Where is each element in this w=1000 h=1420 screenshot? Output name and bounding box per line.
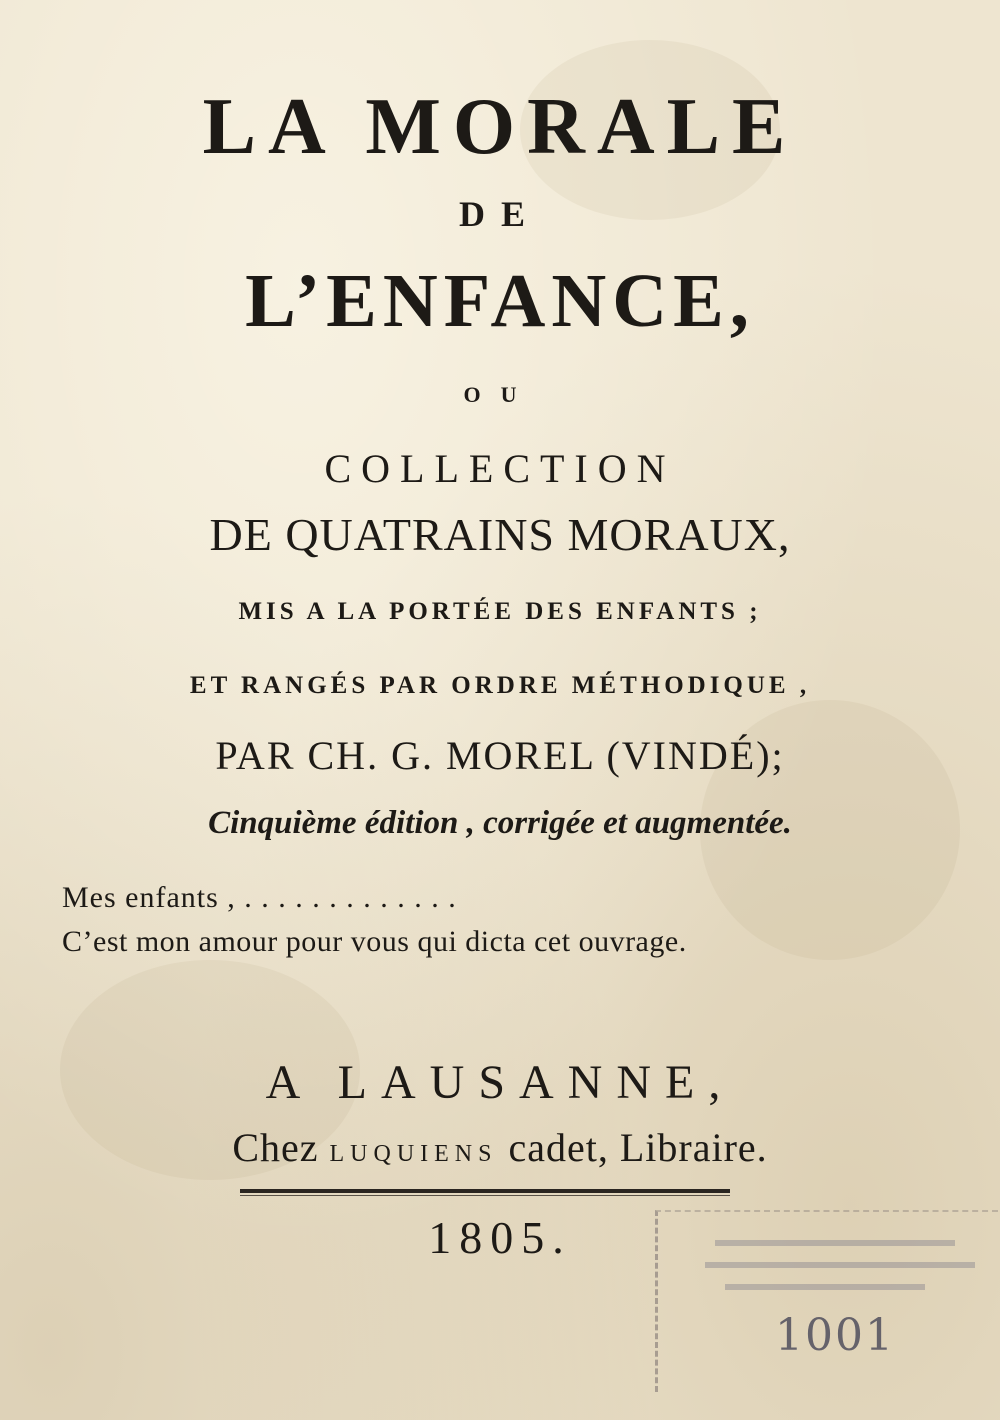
imprint-rule <box>240 1189 730 1193</box>
publisher-name: LUQUIENS <box>329 1141 498 1167</box>
stamp-number: 1001 <box>775 1310 895 1361</box>
publisher-suffix: cadet, Libraire. <box>508 1125 768 1170</box>
imprint-year: 1805. <box>428 1212 572 1263</box>
epigraph-line-2: C’est mon amour pour vous qui dicta cet ouvrage. <box>62 925 687 958</box>
publisher-prefix: Chez <box>232 1125 319 1170</box>
title-subject: L’ENFANCE, <box>245 259 755 343</box>
book-title: LA MORALE <box>202 83 798 171</box>
author-prefix: PAR CH. G. <box>215 733 434 778</box>
author-suffix: (VINDÉ); <box>606 733 785 778</box>
title-de: DE <box>458 194 541 234</box>
author-line <box>0 732 1000 779</box>
subtitle-quatrains: DE QUATRAINS MORAUX, <box>209 509 791 560</box>
subtitle-collection: COLLECTION <box>324 446 676 491</box>
edition-line: Cinquième édition , corrigée et augmentée. <box>208 805 792 841</box>
author-name: MOREL <box>445 733 595 778</box>
imprint-rule-thin <box>240 1195 730 1196</box>
title-ou: OU <box>463 382 537 407</box>
imprint-publisher <box>0 1124 1000 1171</box>
subtitle-mis: MIS A LA PORTÉE DES ENFANTS ; <box>238 598 762 625</box>
library-stamp <box>655 1210 1000 1395</box>
epigraph-line-1: Mes enfants , . . . . . . . . . . . . . <box>62 881 457 914</box>
imprint-place: A LAUSANNE, <box>265 1056 735 1109</box>
subtitle-ranges: ET RANGÉS PAR ORDRE MÉTHODIQUE , <box>189 672 811 699</box>
